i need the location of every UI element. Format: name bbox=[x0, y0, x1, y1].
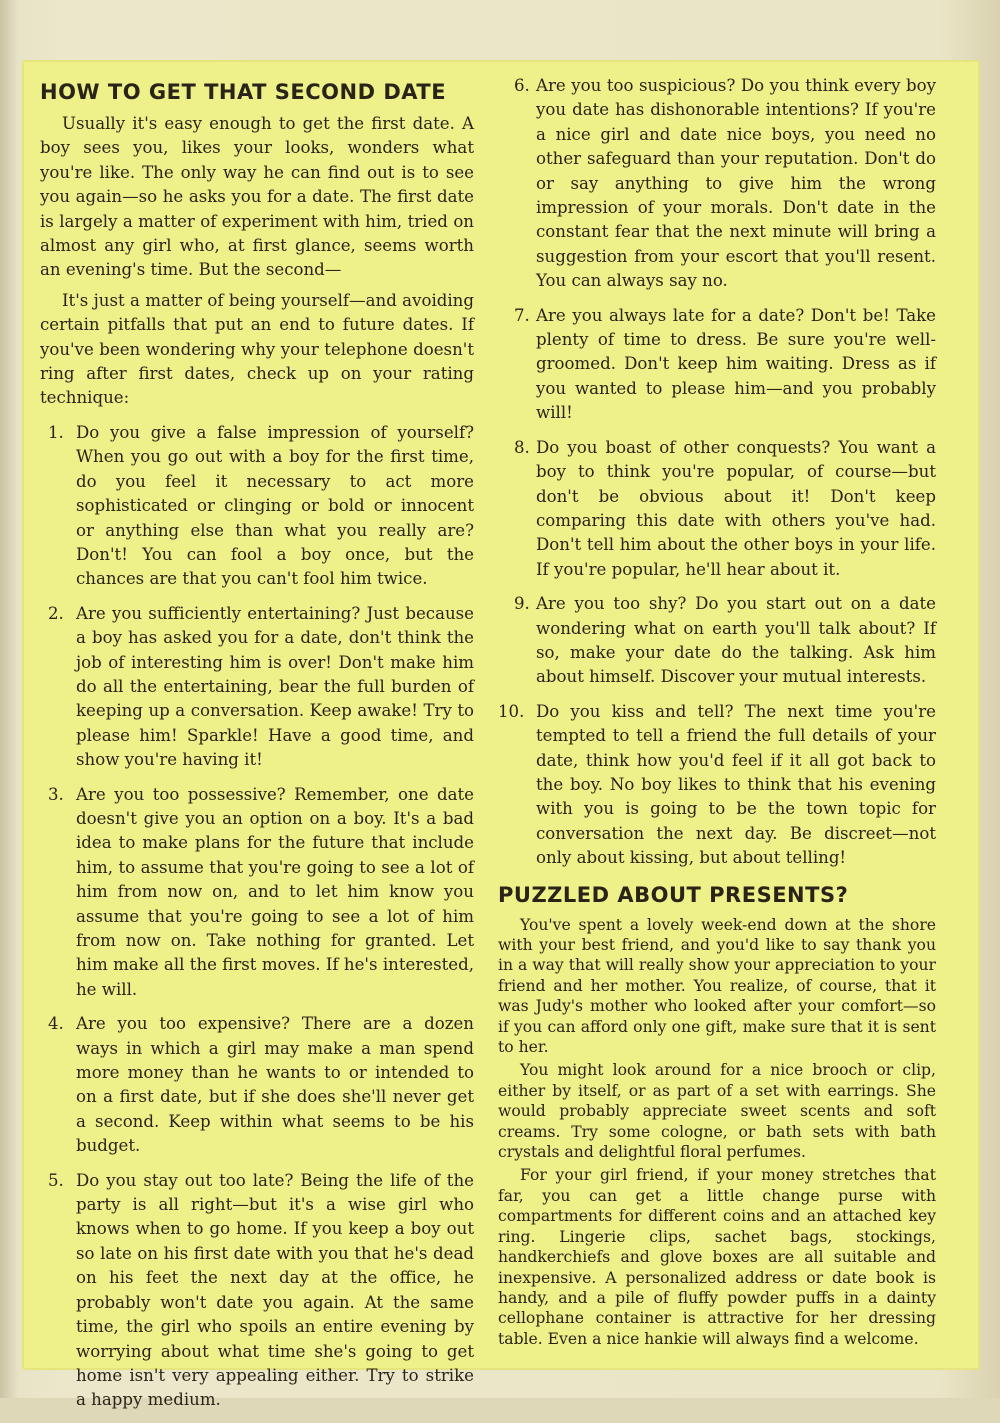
item-text: Are you always late for a date? Don't be! Take plenty of time to dress. Be sure you're well-groomed. Don't keep him waiting. Dress as if you wanted to please him—and you probably will! bbox=[536, 305, 936, 423]
left-column bbox=[40, 74, 474, 1423]
list-item bbox=[498, 700, 936, 871]
list-item bbox=[40, 1012, 474, 1158]
item-text: Are you sufficiently entertaining? Just because a boy has asked you for a date, don't think the job of interesting him is over! Don't make him do all the entertaining, bear the full burden of keeping up a conversation. Keep awake! Try to please him! Sparkle! Have a good time, and show you're having it! bbox=[76, 603, 474, 770]
item-text: Do you stay out too late? Being the life of the party is all right—but it's a wise girl who knows when to go home. If you keep a boy out so late on his first date with you that he's dead on his feet the next day at the office, he probably won't date you again. At the same time, the girl who spoils an entire evening by worrying about what time she's going to get home isn't very appealing either. Try to strike a happy medium. bbox=[76, 1170, 474, 1410]
section-paragraph: For your girl friend, if your money stretches that far, you can get a little change purse with compartments for different coins and an attached key ring. Lingerie clips, sachet bags, stockings, handkerchiefs and glove boxes are all suitable and inexpensive. A personalized address or date book is handy, and a pile of fluffy powder puffs in a dainty cellophane container is attractive for her dressing table. Even a nice hankie will always find a welcome. bbox=[498, 1166, 936, 1348]
list-item bbox=[498, 436, 936, 582]
item-text: Do you give a false impression of yourself? When you go out with a boy for the first time, do you feel it necessary to act more sophisticated or clinging or bold or innocent or anything else than what you really are? Don't! You can fool a boy once, but the chances are that you can't fool him twice. bbox=[76, 422, 474, 589]
list-item bbox=[40, 421, 474, 592]
list-item bbox=[498, 304, 936, 426]
item-number: 2. bbox=[48, 603, 64, 623]
section-paragraph: You've spent a lovely week-end down at the shore with your best friend, and you'd like to say thank you in a way that will really show your appreciation to your friend and her mother. You realize, of course, that it was Judy's mother who looked after your comfort—so if you can afford only one gift, make sure that it is sent to her. bbox=[498, 915, 936, 1057]
item-number: 6. bbox=[514, 76, 530, 95]
item-number: 4. bbox=[48, 1014, 64, 1034]
intro-paragraph: It's just a matter of being yourself—and avoiding certain pitfalls that put an end to future dates. If you've been wondering why your telephone doesn't ring after first dates, check up on your rating technique: bbox=[40, 290, 474, 408]
item-text: Are you too possessive? Remember, one date doesn't give you an option on a boy. It's a bad idea to make plans for the future that include him, to assume that you're going to see a lot of him from now on, and to let him know you assume that you're going to see a lot of him from now on. Take nothing for granted. Let him make all the first moves. If he's interested, he will. bbox=[76, 784, 474, 999]
item-number: 10. bbox=[498, 701, 525, 721]
item-number: 9. bbox=[514, 594, 530, 614]
item-text: Do you kiss and tell? The next time you're tempted to tell a friend the full details of your date, think how you'd feel if it all got back to the boy. No boy likes to think that his evening with you is going to be the town topic for conversation the next day. Be discreet—not only about kissing, but about telling! bbox=[536, 701, 936, 868]
section-paragraph: You might look around for a nice brooch or clip, either by itself, or as part of a set with earrings. She would probably appreciate sweet scents and soft creams. Try some cologne, or bath sets with bath crystals and delightful floral perfumes. bbox=[498, 1061, 936, 1162]
list-item bbox=[498, 74, 936, 294]
item-number: 3. bbox=[48, 784, 64, 804]
list-item bbox=[498, 592, 936, 690]
section-heading: PUZZLED ABOUT PRESENTS? bbox=[498, 882, 849, 907]
right-column bbox=[498, 74, 936, 1352]
item-text: Are you too expensive? There are a dozen ways in which a girl may make a man spend more money than he wants to or intended to on a first date, but if she does she'll never get a second. Keep within what seems to be his budget. bbox=[76, 1014, 474, 1156]
item-number: 7. bbox=[514, 305, 530, 325]
item-text: Do you boast of other conquests? You want a boy to think you're popular, of course—but don't be obvious about it! Don't keep comparing this date with others you've had. Don't tell him about the other boys in your life. If you're popular, he'll hear about it. bbox=[536, 437, 936, 579]
item-text: Are you too suspicious? Do you think every boy you date has dishonorable intentions? If you're a nice girl and date nice boys, you need no other safeguard than your reputation. Don't do or say anything to give him the wrong impression of your morals. Don't date in the constant fear that the next minute will bring a suggestion from your escort that you'll resent. You can always say no. bbox=[536, 76, 936, 291]
intro-paragraph: Usually it's easy enough to get the first date. A boy sees you, likes your looks, wonders what you're like. The only way he can find out is to see you again—so he asks you for a date. The first date is largely a matter of experiment with him, tried on almost any girl who, at first glance, seems worth an evening's time. But the second— bbox=[40, 114, 474, 280]
item-number: 1. bbox=[48, 422, 64, 442]
list-item bbox=[40, 602, 474, 773]
list-item bbox=[40, 1169, 474, 1413]
item-number: 5. bbox=[48, 1170, 64, 1190]
article-heading: HOW TO GET THAT SECOND DATE bbox=[40, 80, 447, 104]
item-text: Are you too shy? Do you start out on a date wondering what on earth you'll talk about? If so, make your date do the talking. Ask him about himself. Discover your mutual interests. bbox=[536, 594, 936, 687]
list-item bbox=[40, 783, 474, 1003]
item-number: 8. bbox=[514, 437, 530, 457]
presents-section bbox=[498, 881, 936, 1350]
